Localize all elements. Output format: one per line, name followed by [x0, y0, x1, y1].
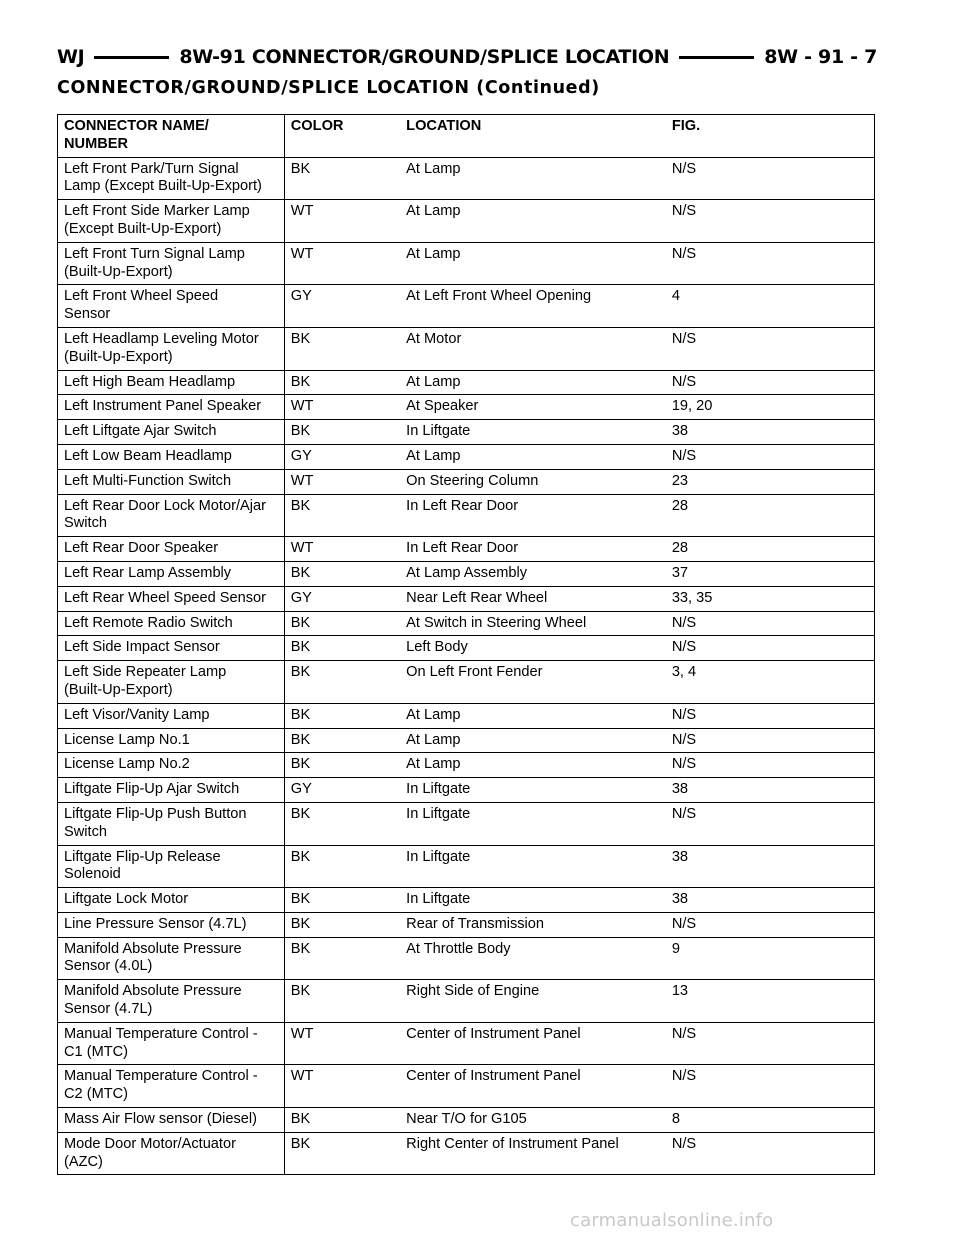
cell-fig: N/S — [666, 753, 875, 778]
table-row — [58, 157, 875, 200]
cell-connector-name: Left Low Beam Headlamp — [58, 444, 285, 469]
cell-fig: 38 — [666, 420, 875, 445]
cell-location: At Motor — [400, 327, 666, 370]
column-header-color: COLOR — [284, 115, 400, 158]
cell-location: At Lamp — [400, 703, 666, 728]
table-row — [58, 728, 875, 753]
cell-fig: N/S — [666, 802, 875, 845]
cell-fig: N/S — [666, 636, 875, 661]
cell-location: In Left Rear Door — [400, 537, 666, 562]
cell-location: Left Body — [400, 636, 666, 661]
cell-fig: 9 — [666, 937, 875, 980]
cell-fig: N/S — [666, 703, 875, 728]
header-center: 8W-91 CONNECTOR/GROUND/SPLICE LOCATION — [179, 46, 670, 68]
cell-location: Near Left Rear Wheel — [400, 586, 666, 611]
cell-connector-name: Left Headlamp Leveling Motor (Built-Up-Export) — [58, 327, 285, 370]
cell-fig: 37 — [666, 561, 875, 586]
cell-fig: N/S — [666, 728, 875, 753]
cell-location: In Left Rear Door — [400, 494, 666, 537]
cell-fig: 4 — [666, 285, 875, 328]
cell-color: GY — [284, 285, 400, 328]
cell-location: At Lamp — [400, 753, 666, 778]
cell-location: On Left Front Fender — [400, 661, 666, 704]
cell-connector-name: Liftgate Flip-Up Release Solenoid — [58, 845, 285, 888]
section-title: CONNECTOR/GROUND/SPLICE LOCATION (Continued) — [57, 78, 600, 98]
cell-color: GY — [284, 444, 400, 469]
cell-color: GY — [284, 778, 400, 803]
cell-connector-name: Left Rear Lamp Assembly — [58, 561, 285, 586]
cell-fig: N/S — [666, 1022, 875, 1065]
cell-color: WT — [284, 1065, 400, 1108]
cell-fig: 38 — [666, 845, 875, 888]
table-row — [58, 778, 875, 803]
cell-connector-name: Mass Air Flow sensor (Diesel) — [58, 1108, 285, 1133]
cell-connector-name: Left Rear Door Speaker — [58, 537, 285, 562]
cell-fig: N/S — [666, 242, 875, 285]
column-header-fig: FIG. — [666, 115, 875, 158]
table-row — [58, 494, 875, 537]
cell-fig: N/S — [666, 1065, 875, 1108]
cell-connector-name: License Lamp No.2 — [58, 753, 285, 778]
cell-location: In Liftgate — [400, 420, 666, 445]
cell-connector-name: Left Front Wheel Speed Sensor — [58, 285, 285, 328]
cell-color: BK — [284, 327, 400, 370]
table-row — [58, 703, 875, 728]
cell-connector-name: Left Front Side Marker Lamp (Except Built-Up-Export) — [58, 200, 285, 243]
cell-fig: 38 — [666, 888, 875, 913]
cell-connector-name: Manifold Absolute Pressure Sensor (4.0L) — [58, 937, 285, 980]
table-row — [58, 1132, 875, 1175]
cell-connector-name: Left Instrument Panel Speaker — [58, 395, 285, 420]
cell-color: BK — [284, 802, 400, 845]
cell-fig: 33, 35 — [666, 586, 875, 611]
cell-location: At Lamp Assembly — [400, 561, 666, 586]
cell-fig: 28 — [666, 494, 875, 537]
cell-location: At Speaker — [400, 395, 666, 420]
table-row — [58, 200, 875, 243]
cell-fig: N/S — [666, 327, 875, 370]
table-row — [58, 611, 875, 636]
table-row — [58, 888, 875, 913]
cell-location: At Lamp — [400, 242, 666, 285]
cell-location: At Left Front Wheel Opening — [400, 285, 666, 328]
table-row — [58, 327, 875, 370]
cell-location: In Liftgate — [400, 888, 666, 913]
cell-location: At Lamp — [400, 200, 666, 243]
header-rule-right — [679, 56, 754, 59]
table-row — [58, 537, 875, 562]
cell-color: BK — [284, 1108, 400, 1133]
cell-connector-name: Line Pressure Sensor (4.7L) — [58, 912, 285, 937]
cell-fig: 28 — [666, 537, 875, 562]
table-row — [58, 845, 875, 888]
cell-color: BK — [284, 980, 400, 1023]
cell-color: WT — [284, 537, 400, 562]
cell-fig: 19, 20 — [666, 395, 875, 420]
table-row — [58, 242, 875, 285]
table-row — [58, 586, 875, 611]
cell-connector-name: Manual Temperature Control - C2 (MTC) — [58, 1065, 285, 1108]
cell-color: WT — [284, 200, 400, 243]
cell-fig: 23 — [666, 469, 875, 494]
table-row — [58, 1065, 875, 1108]
cell-fig: N/S — [666, 444, 875, 469]
cell-location: At Lamp — [400, 157, 666, 200]
page-header — [57, 44, 877, 70]
cell-color: BK — [284, 703, 400, 728]
cell-connector-name: Liftgate Lock Motor — [58, 888, 285, 913]
cell-location: At Lamp — [400, 444, 666, 469]
cell-color: BK — [284, 912, 400, 937]
cell-color: BK — [284, 753, 400, 778]
cell-location: At Throttle Body — [400, 937, 666, 980]
cell-color: GY — [284, 586, 400, 611]
cell-connector-name: Left Rear Door Lock Motor/Ajar Switch — [58, 494, 285, 537]
cell-color: BK — [284, 636, 400, 661]
cell-location: At Lamp — [400, 728, 666, 753]
table-row — [58, 802, 875, 845]
cell-location: Center of Instrument Panel — [400, 1022, 666, 1065]
cell-location: Right Side of Engine — [400, 980, 666, 1023]
cell-location: On Steering Column — [400, 469, 666, 494]
cell-connector-name: Left Rear Wheel Speed Sensor — [58, 586, 285, 611]
table-row — [58, 661, 875, 704]
table-row — [58, 753, 875, 778]
table-row — [58, 937, 875, 980]
cell-connector-name: Left High Beam Headlamp — [58, 370, 285, 395]
cell-connector-name: Left Visor/Vanity Lamp — [58, 703, 285, 728]
cell-location: At Switch in Steering Wheel — [400, 611, 666, 636]
cell-color: WT — [284, 242, 400, 285]
cell-connector-name: Left Remote Radio Switch — [58, 611, 285, 636]
cell-connector-name: Left Liftgate Ajar Switch — [58, 420, 285, 445]
cell-connector-name: Left Front Turn Signal Lamp (Built-Up-Export) — [58, 242, 285, 285]
cell-connector-name: Mode Door Motor/Actuator (AZC) — [58, 1132, 285, 1175]
cell-color: BK — [284, 494, 400, 537]
cell-connector-name: Manifold Absolute Pressure Sensor (4.7L) — [58, 980, 285, 1023]
cell-connector-name: Left Front Park/Turn Signal Lamp (Except Built-Up-Export) — [58, 157, 285, 200]
cell-color: BK — [284, 420, 400, 445]
cell-fig: N/S — [666, 611, 875, 636]
cell-connector-name: Left Side Impact Sensor — [58, 636, 285, 661]
cell-color: BK — [284, 888, 400, 913]
column-header-connector-name: CONNECTOR NAME/ NUMBER — [58, 115, 285, 158]
column-header-location: LOCATION — [400, 115, 666, 158]
cell-location: In Liftgate — [400, 845, 666, 888]
cell-connector-name: Liftgate Flip-Up Push Button Switch — [58, 802, 285, 845]
cell-fig: N/S — [666, 370, 875, 395]
cell-color: BK — [284, 845, 400, 888]
cell-color: BK — [284, 611, 400, 636]
connector-location-table — [57, 114, 875, 1175]
cell-color: WT — [284, 469, 400, 494]
cell-connector-name: Left Side Repeater Lamp (Built-Up-Export) — [58, 661, 285, 704]
cell-color: BK — [284, 661, 400, 704]
cell-color: WT — [284, 1022, 400, 1065]
table-row — [58, 420, 875, 445]
header-right: 8W - 91 - 7 — [764, 46, 878, 68]
cell-fig: 3, 4 — [666, 661, 875, 704]
cell-location: At Lamp — [400, 370, 666, 395]
table-row — [58, 636, 875, 661]
table-row — [58, 980, 875, 1023]
cell-connector-name: Manual Temperature Control - C1 (MTC) — [58, 1022, 285, 1065]
table-body — [58, 157, 875, 1175]
cell-connector-name: License Lamp No.1 — [58, 728, 285, 753]
cell-color: BK — [284, 1132, 400, 1175]
cell-location: In Liftgate — [400, 802, 666, 845]
cell-color: BK — [284, 157, 400, 200]
table-row — [58, 395, 875, 420]
cell-connector-name: Liftgate Flip-Up Ajar Switch — [58, 778, 285, 803]
cell-fig: N/S — [666, 157, 875, 200]
table-row — [58, 1108, 875, 1133]
table-row — [58, 285, 875, 328]
header-rule-left — [94, 56, 169, 59]
cell-location: In Liftgate — [400, 778, 666, 803]
watermark: carmanualsonline.info — [570, 1210, 774, 1231]
cell-color: BK — [284, 937, 400, 980]
cell-location: Rear of Transmission — [400, 912, 666, 937]
table-row — [58, 1022, 875, 1065]
table-row — [58, 561, 875, 586]
cell-location: Center of Instrument Panel — [400, 1065, 666, 1108]
cell-color: WT — [284, 395, 400, 420]
table-row — [58, 370, 875, 395]
cell-fig: 13 — [666, 980, 875, 1023]
cell-fig: 38 — [666, 778, 875, 803]
cell-color: BK — [284, 561, 400, 586]
cell-connector-name: Left Multi-Function Switch — [58, 469, 285, 494]
table-row — [58, 444, 875, 469]
cell-fig: 8 — [666, 1108, 875, 1133]
table-header-row — [58, 115, 875, 158]
cell-fig: N/S — [666, 1132, 875, 1175]
header-left: WJ — [57, 46, 85, 68]
cell-location: Right Center of Instrument Panel — [400, 1132, 666, 1175]
table-row — [58, 469, 875, 494]
table-row — [58, 912, 875, 937]
cell-fig: N/S — [666, 912, 875, 937]
cell-location: Near T/O for G105 — [400, 1108, 666, 1133]
cell-color: BK — [284, 370, 400, 395]
cell-fig: N/S — [666, 200, 875, 243]
cell-color: BK — [284, 728, 400, 753]
